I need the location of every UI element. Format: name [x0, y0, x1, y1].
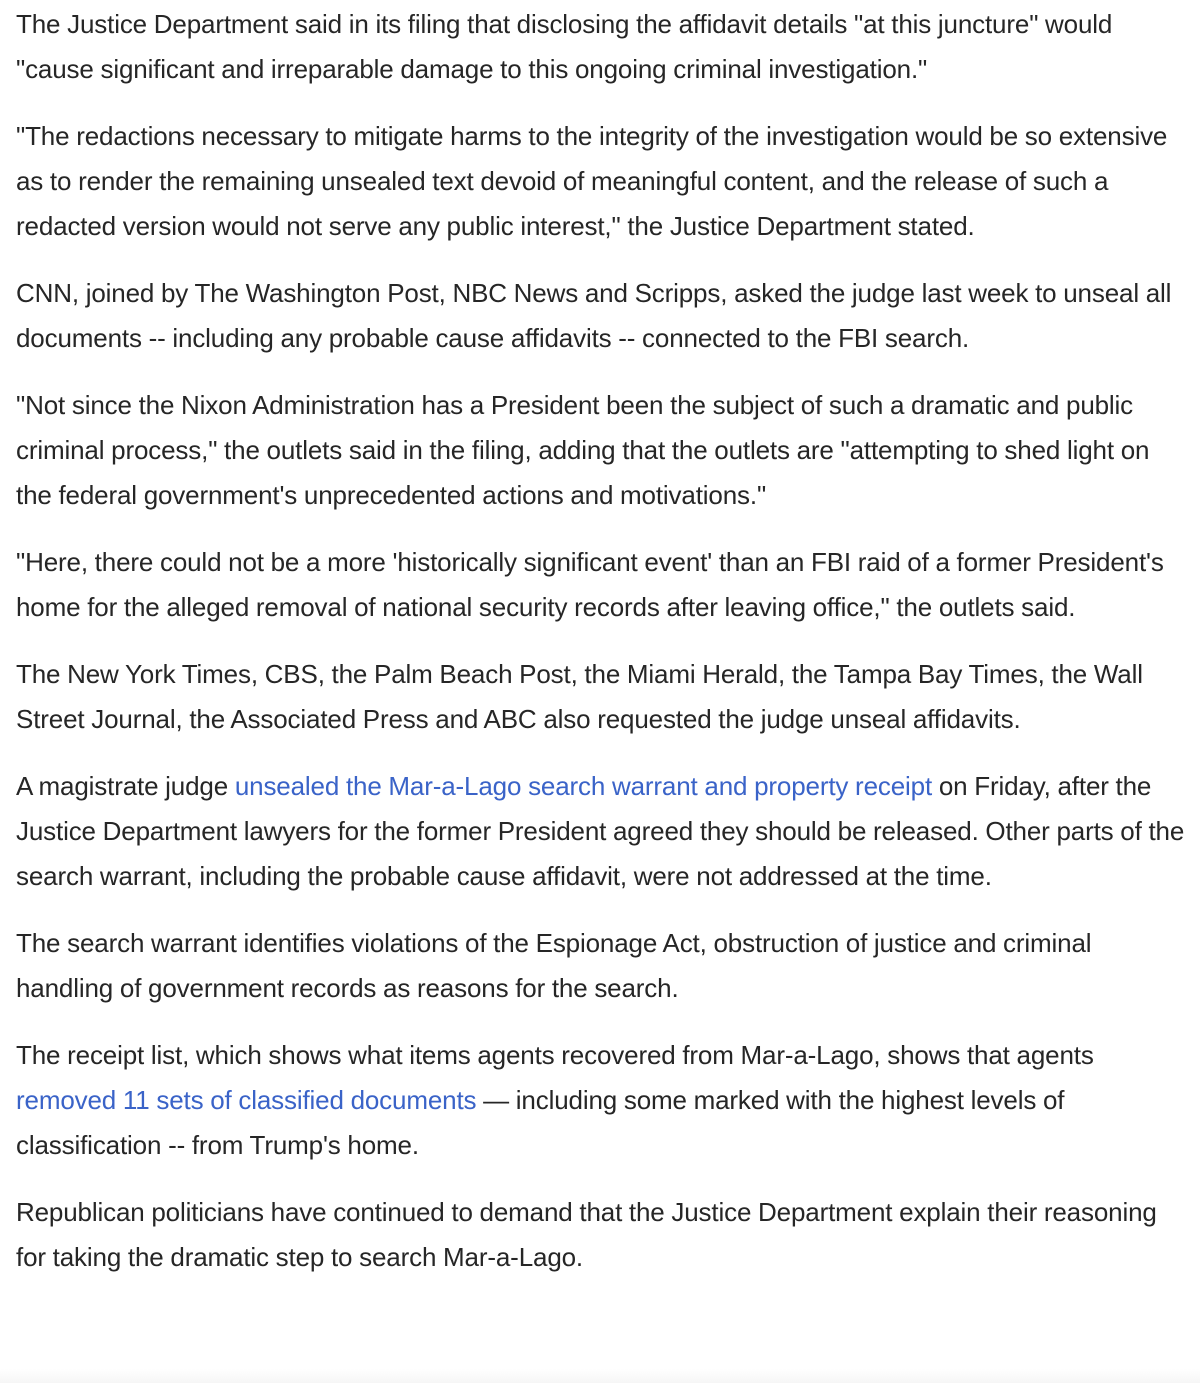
bottom-fade [0, 1369, 1200, 1383]
paragraph-4: "Not since the Nixon Administration has a President been the subject of such a dramatic and public criminal process," the outlets said in the filing, adding that the outlets are "attempting to shed light on the federal government's unprecedented actions and motivations." [16, 390, 1150, 510]
paragraph-6: The New York Times, CBS, the Palm Beach Post, the Miami Herald, the Tampa Bay Times, the Wall Street Journal, the Associated Press and ABC also requested the judge unseal affidavits. [16, 659, 1143, 734]
paragraph-7 [16, 764, 1188, 899]
classified-documents-link[interactable]: removed 11 sets of classified documents [16, 1085, 477, 1115]
paragraph-2: "The redactions necessary to mitigate harms to the integrity of the investigation would be so extensive as to render the remaining unsealed text devoid of meaningful content, and the release of such a redacted version would not serve any public interest," the Justice Department stated. [16, 121, 1168, 241]
paragraph-5: "Here, there could not be a more 'historically significant event' than an FBI raid of a former President's home for the alleged removal of national security records after leaving office," the outlets said. [16, 547, 1164, 622]
paragraph-7-trail-text: on Friday, after the Justice Department lawyers for the former President agreed they should be released. Other parts of the search warrant, including the probable cause affidavit, were not addressed at the time. [16, 771, 1185, 891]
search-warrant-link[interactable]: unsealed the Mar-a-Lago search warrant and property receipt [234, 771, 933, 801]
paragraph-10: Republican politicians have continued to demand that the Justice Department explain their reasoning for taking the dramatic step to search Mar-a-Lago. [16, 1197, 1157, 1272]
paragraph-3: CNN, joined by The Washington Post, NBC News and Scripps, asked the judge last week to unseal all documents -- including any probable cause affidavits -- connected to the FBI search. [16, 278, 1172, 353]
paragraph-1: The Justice Department said in its filing that disclosing the affidavit details "at this juncture" would "cause significant and irreparable damage to this ongoing criminal investigation." [16, 9, 1113, 84]
paragraph-9 [16, 1033, 1188, 1168]
article-body [16, 2, 1188, 1302]
paragraph-9-lead-text: The receipt list, which shows what items agents recovered from Mar-a-Lago, shows that agents [16, 1040, 1094, 1070]
paragraph-8: The search warrant identifies violations of the Espionage Act, obstruction of justice and criminal handling of government records as reasons for the search. [16, 928, 1092, 1003]
paragraph-9-trail-text: — including some marked with the highest levels of classification -- from Trump's home. [16, 1085, 1065, 1160]
paragraph-7-lead-text: A magistrate judge [16, 771, 235, 801]
